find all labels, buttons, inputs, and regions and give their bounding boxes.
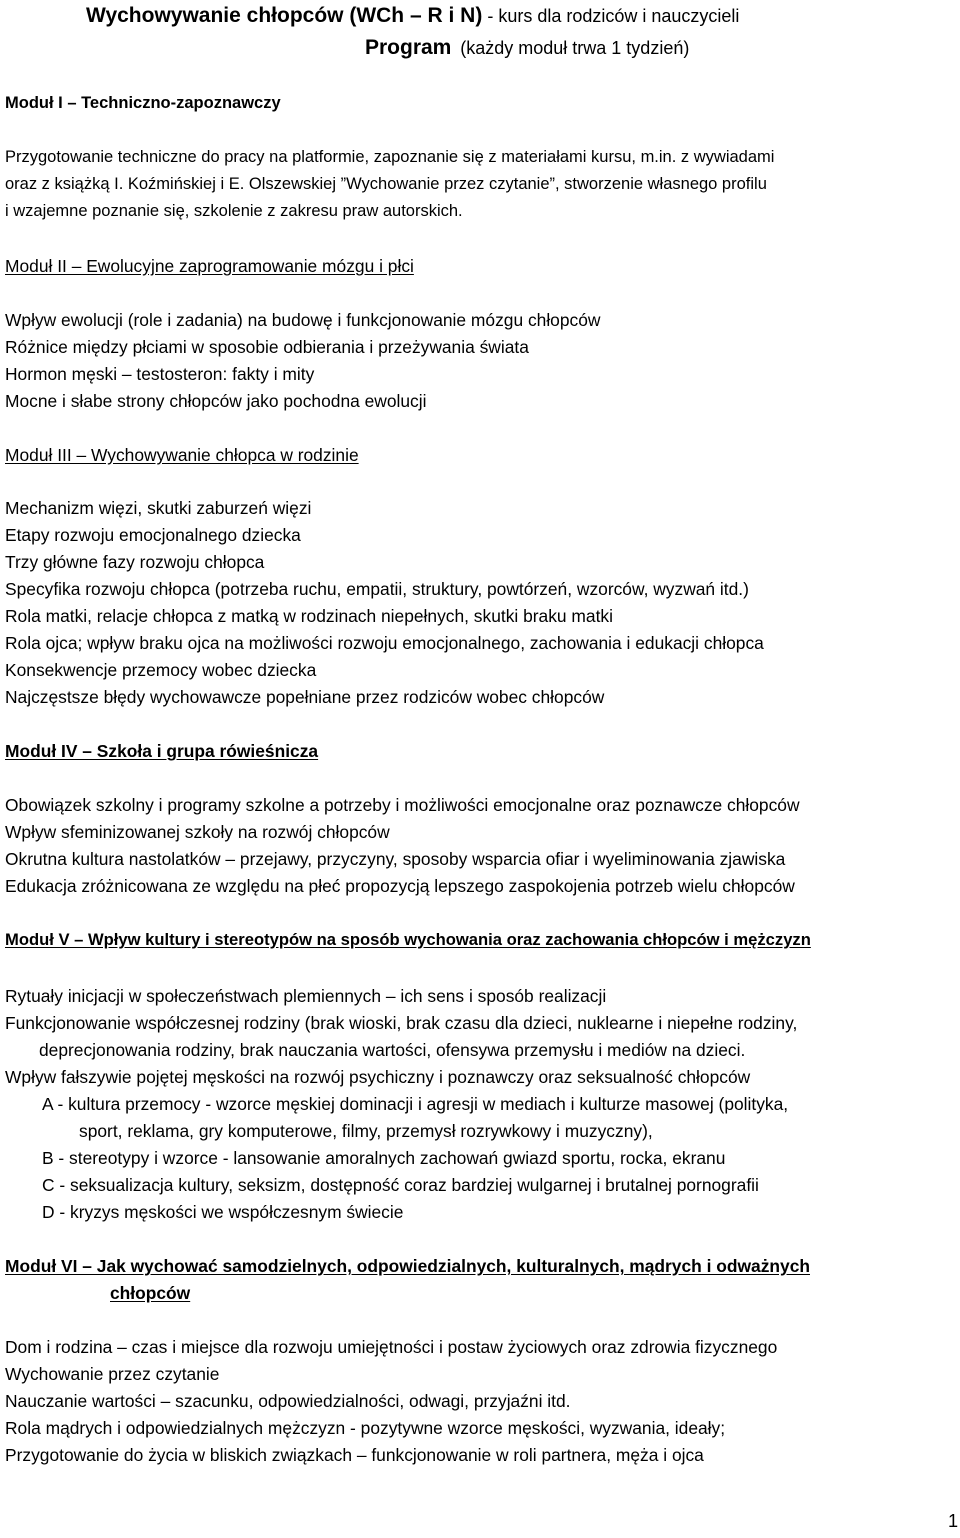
- module-2-heading: Moduł II – Ewolucyjne zaprogramowanie mózgu i płci: [5, 256, 414, 276]
- program-label: Program: [365, 36, 452, 59]
- module-1-line: i wzajemne poznanie się, szkolenie z zakresu praw autorskich.: [5, 202, 463, 220]
- document-title: [86, 5, 739, 26]
- module-3-line: Trzy główne fazy rozwoju chłopca: [5, 552, 265, 572]
- module-2-line: Hormon męski – testosteron: fakty i mity: [5, 364, 315, 384]
- module-5-list-item-d: D - kryzys męskości we współczesnym świecie: [42, 1202, 404, 1222]
- module-4-line: Obowiązek szkolny i programy szkolne a potrzeby i możliwości emocjonalne oraz poznawcze chłopców: [5, 795, 800, 815]
- module-6-line: Dom i rodzina – czas i miejsce dla rozwoju umiejętności i postaw życiowych oraz zdrowia fizycznego: [5, 1337, 778, 1357]
- module-3-line: Etapy rozwoju emocjonalnego dziecka: [5, 525, 301, 545]
- title-main: Wychowywanie chłopców (WCh – R i N): [86, 4, 483, 27]
- program-heading: [365, 37, 689, 58]
- module-5-list-item-c: C - seksualizacja kultury, seksizm, dostępność coraz bardziej wulgarnej i brutalnej pornografii: [42, 1175, 759, 1195]
- module-3-line: Konsekwencje przemocy wobec dziecka: [5, 660, 317, 680]
- module-6-line: Rola mądrych i odpowiedzialnych mężczyzn - pozytywne wzorce męskości, wyzwania, ideały;: [5, 1418, 726, 1438]
- module-6-heading-cont: chłopców: [110, 1283, 191, 1303]
- module-6-line: Przygotowanie do życia w bliskich związkach – funkcjonowanie w roli partnera, męża i ojca: [5, 1445, 704, 1465]
- module-3-line: Mechanizm więzi, skutki zaburzeń więzi: [5, 498, 312, 518]
- module-5-line: Funkcjonowanie współczesnej rodziny (brak wioski, brak czasu dla dzieci, nuklearne i niepełne rodziny,: [5, 1013, 798, 1033]
- module-4-line: Wpływ sfeminizowanej szkoły na rozwój chłopców: [5, 822, 390, 842]
- module-2-line: Mocne i słabe strony chłopców jako pochodna ewolucji: [5, 391, 427, 411]
- title-subtitle: - kurs dla rodziców i nauczycieli: [482, 6, 740, 26]
- module-5-line: Rytuały inicjacji w społeczeństwach plemiennych – ich sens i sposób realizacji: [5, 986, 607, 1006]
- page-number: 1: [948, 1511, 959, 1531]
- module-1-line: oraz z książką I. Koźmińskiej i E. Olszewskiej ”Wychowanie przez czytanie”, stworzenie własnego profilu: [5, 175, 767, 193]
- module-5-line: deprecjonowania rodziny, brak nauczania wartości, ofensywa przemysłu i mediów na dzieci.: [39, 1040, 746, 1060]
- module-3-line: Specyfika rozwoju chłopca (potrzeba ruchu, empatii, struktury, powtórzeń, wzorców, wyzwań itd.): [5, 579, 749, 599]
- module-6-line: Nauczanie wartości – szacunku, odpowiedzialności, odwagi, przyjaźni itd.: [5, 1391, 571, 1411]
- module-3-line: Rola matki, relacje chłopca z matką w rodzinach niepełnych, skutki braku matki: [5, 606, 613, 626]
- module-5-list-item-b: B - stereotypy i wzorce - lansowanie amoralnych zachowań gwiazd sportu, rocka, ekranu: [42, 1148, 726, 1168]
- module-5-list-item-a: A - kultura przemocy - wzorce męskiej dominacji i agresji w mediach i kulturze masowej (polityka,: [42, 1094, 789, 1114]
- module-1-line: Przygotowanie techniczne do pracy na platformie, zapoznanie się z materiałami kursu, m.in. z wywiadami: [5, 148, 775, 166]
- module-2-line: Różnice między płciami w sposobie odbierania i przeżywania świata: [5, 337, 529, 357]
- module-4-heading: Moduł IV – Szkoła i grupa rówieśnicza: [5, 741, 319, 761]
- module-5-heading: Moduł V – Wpływ kultury i stereotypów na sposób wychowania oraz zachowania chłopców i mężczyzn: [5, 930, 811, 949]
- module-1-heading: Moduł I – Techniczno-zapoznawczy: [5, 94, 281, 112]
- module-4-line: Okrutna kultura nastolatków – przejawy, przyczyny, sposoby wsparcia ofiar i wyeliminowania zjawiska: [5, 849, 786, 869]
- module-4-line: Edukacja zróżnicowana ze względu na płeć propozycją lepszego zaspokojenia potrzeb wielu chłopców: [5, 876, 795, 896]
- module-6-line: Wychowanie przez czytanie: [5, 1364, 220, 1384]
- module-6-heading: Moduł VI – Jak wychować samodzielnych, odpowiedzialnych, kulturalnych, mądrych i odważnych: [5, 1256, 810, 1276]
- module-5-list-item-a-cont: sport, reklama, gry komputerowe, filmy, przemysł rozrywkowy i muzyczny),: [79, 1121, 653, 1141]
- module-3-heading: Moduł III – Wychowywanie chłopca w rodzinie: [5, 445, 359, 465]
- module-5-line: Wpływ fałszywie pojętej męskości na rozwój psychiczny i poznawczy oraz seksualność chłopców: [5, 1067, 751, 1087]
- module-3-line: Najczęstsze błędy wychowawcze popełniane przez rodziców wobec chłopców: [5, 687, 605, 707]
- module-2-line: Wpływ ewolucji (role i zadania) na budowę i funkcjonowanie mózgu chłopców: [5, 310, 601, 330]
- program-note: (każdy moduł trwa 1 tydzień): [460, 38, 690, 58]
- module-3-line: Rola ojca; wpływ braku ojca na możliwości rozwoju emocjonalnego, zachowania i edukacji chłopca: [5, 633, 764, 653]
